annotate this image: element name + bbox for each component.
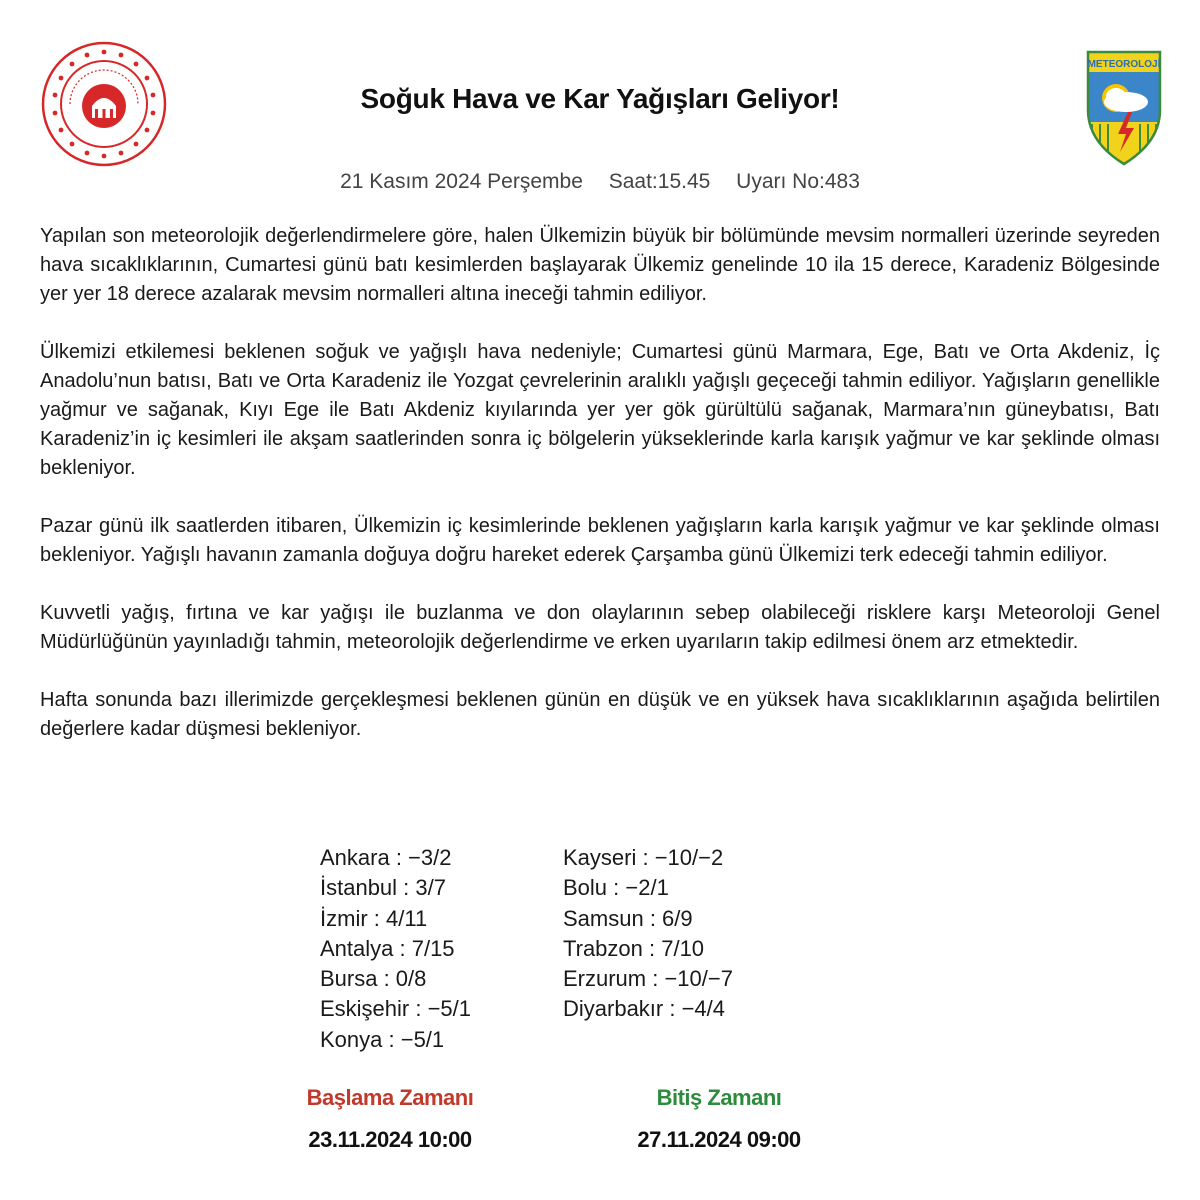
page-title: Soğuk Hava ve Kar Yağışları Geliyor! [360, 83, 840, 114]
temperature-item: İstanbul : 3/7 [320, 875, 446, 901]
temperature-item: Eskişehir : −5/1 [320, 996, 472, 1022]
temperature-list-left [320, 843, 471, 1055]
paragraph: Ülkemizi etkilemesi beklenen soğuk ve yağışlı hava nedeniyle; Cumartesi günü Marmara, Ege, Batı ve Orta Akdeniz, İç Anadolu’nun batısı, Batı ve Orta Karadeniz ile Yozgat çevrelerinin aralıklı yağışlı geçeceği tahmin ediliyor. Yağışların genellikle yağmur ve sağanak, Kıyı Ege ile Batı Akdeniz kıyılarında yer yer gök gürültülü sağanak, Marmara’nın güneybatısı, Batı Karadeniz’in iç kesimleri ile akşam saatlerinden sonra iç bölgelerin yükseklerinde karla karışık yağmur ve kar şeklinde olması bekleniyor. [40, 341, 1160, 479]
end-time-value: 27.11.2024 09:00 [637, 1127, 801, 1152]
bulletin-meta [200, 170, 1000, 194]
temperature-item: Diyarbakır : −4/4 [563, 996, 726, 1022]
bulletin-time: Saat:15.45 [608, 170, 711, 193]
meteorology-logo-text: METEOROLOJİ [1087, 59, 1161, 70]
end-time-label: Bitiş Zamanı [656, 1085, 782, 1110]
paragraph: Yapılan son meteorolojik değerlendirmelere göre, halen Ülkemizin büyük bir bölümünde mevsim normalleri üzerinde seyreden hava sıcaklıklarının, Cumartesi günü batı kesimlerden başlayarak Ülkemiz genelinde 10 ila 15 derece, Karadeniz Bölgesinde yer yer 18 derece azalarak mevsim normalleri altına ineceği tahmin ediliyor. [40, 225, 1160, 305]
meteorology-logo [1086, 50, 1162, 166]
paragraph: Hafta sonunda bazı illerimizde gerçekleşmesi beklenen günün en düşük ve en yüksek hava sıcaklıklarının aşağıda belirtilen değerlere kadar düşmesi bekleniyor. [40, 689, 1160, 740]
start-time-label: Başlama Zamanı [306, 1085, 474, 1110]
temperature-item: Bursa : 0/8 [320, 966, 427, 992]
temperature-item: Samsun : 6/9 [563, 905, 693, 931]
temperature-item: Erzurum : −10/−7 [563, 966, 733, 992]
temperature-item: Ankara : −3/2 [320, 845, 452, 870]
paragraph: Pazar günü ilk saatlerden itibaren, Ülkemizin iç kesimlerinde beklenen yağışların karla karışık yağmur ve kar şeklinde olması bekleniyor. Yağışlı havanın zamanla doğuya doğru hareket ederek Çarşamba günü Ülkemizi terk edeceği tahmin ediliyor. [40, 515, 1160, 566]
temperature-item: İzmir : 4/11 [320, 905, 428, 931]
temperature-item: Trabzon : 7/10 [563, 935, 705, 961]
temperature-item: Kayseri : −10/−2 [563, 845, 724, 870]
ministry-logo [40, 40, 168, 168]
warning-number: Uyarı No:483 [736, 170, 860, 193]
temperature-item: Antalya : 7/15 [320, 935, 455, 961]
paragraph: Kuvvetli yağış, fırtına ve kar yağışı ile buzlanma ve don olaylarının sebep olabileceği risklere karşı Meteoroloji Genel Müdürlüğünün yayınladığı tahmin, meteorolojik değerlendirme ve erken uyarıların takip edilmesi önem arz etmektedir. [40, 602, 1160, 653]
start-time-value: 23.11.2024 10:00 [308, 1127, 472, 1152]
bulletin-body [40, 222, 1160, 773]
bulletin-date: 21 Kasım 2024 Perşembe [340, 170, 583, 193]
temperature-list-right [563, 843, 733, 1025]
temperature-item: Konya : −5/1 [320, 1026, 445, 1052]
temperature-item: Bolu : −2/1 [563, 875, 669, 901]
